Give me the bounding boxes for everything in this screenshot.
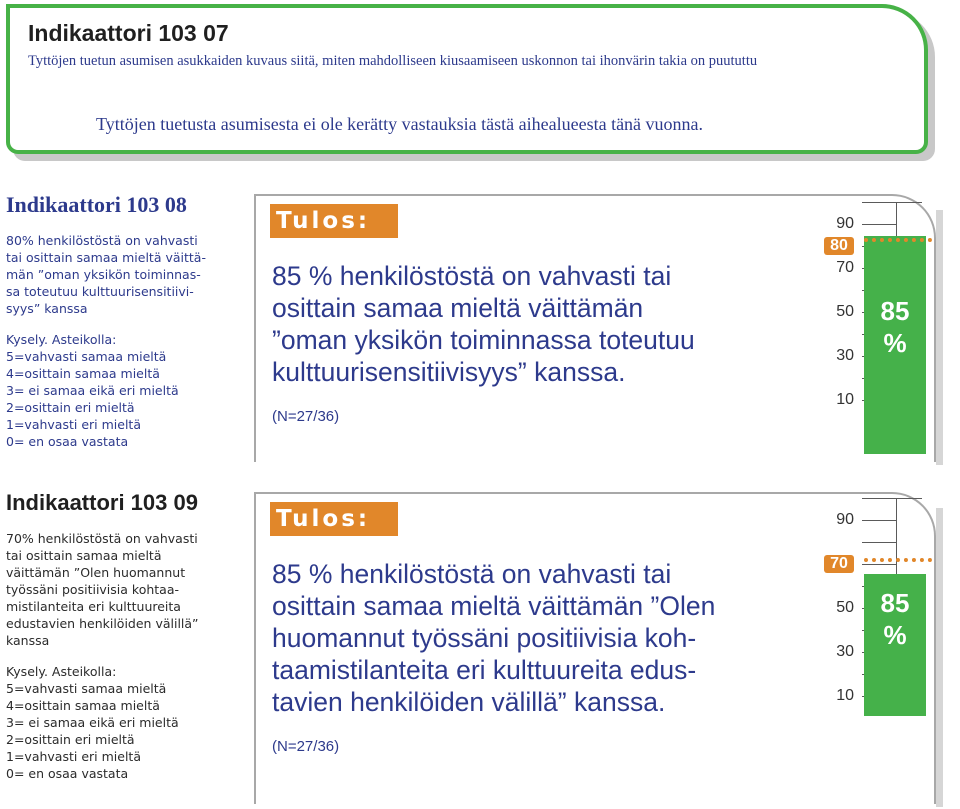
survey-line: 2=osittain eri mieltä — [6, 400, 135, 415]
survey-line: 0= en osaa vastata — [6, 766, 129, 781]
result-line: osittain samaa mieltä väittämän — [272, 293, 644, 323]
desc-line: väittämän ”Olen huomannut — [6, 565, 186, 580]
scale-label-50: 50 — [836, 303, 854, 320]
desc-line: syys” kanssa — [6, 301, 88, 316]
survey-line: 2=osittain eri mieltä — [6, 732, 135, 747]
result-line: taamistilanteita eri kulttuureita edus- — [272, 655, 697, 685]
desc-line: män ”oman yksikön toiminnas- — [6, 267, 201, 282]
desc-line: työssäni positiivisia kohtaa- — [6, 582, 179, 597]
indicator-103-07-box — [6, 4, 928, 154]
survey-line: 3= ei samaa eikä eri mieltä — [6, 383, 179, 398]
survey-line: 1=vahvasti eri mieltä — [6, 749, 141, 764]
desc-line: kanssa — [6, 633, 50, 648]
survey-line: 0= en osaa vastata — [6, 434, 129, 449]
survey-line: 5=vahvasti samaa mieltä — [6, 681, 167, 696]
desc-line: tai osittain samaa mieltä — [6, 548, 162, 563]
indicator-103-09-description — [6, 530, 238, 782]
result-line: ”oman yksikön toiminnassa toteutuu — [272, 325, 695, 355]
target-marker — [864, 558, 932, 562]
result-unit: % — [883, 328, 907, 358]
result-value: 85 — [880, 588, 910, 618]
result-label: Tulos: — [270, 502, 398, 536]
result-value: 85 — [880, 296, 910, 326]
indicator-103-08-scale — [820, 196, 938, 458]
indicator-103-07-body: Tyttöjen tuetusta asumisesta ei ole kerätty vastauksia tästä aihealueesta tänä vuonna. — [96, 114, 704, 134]
scale-label-90: 90 — [836, 511, 854, 528]
sample-size-note: (N=27/36) — [272, 408, 340, 425]
desc-line: 80% henkilöstöstä on vahvasti — [6, 233, 198, 248]
scale-label-10: 10 — [836, 391, 854, 408]
desc-line: 70% henkilöstöstä on vahvasti — [6, 531, 198, 546]
indicator-103-07-title: Indikaattori 103 07 — [28, 20, 229, 46]
survey-line: Kysely. Asteikolla: — [6, 664, 117, 679]
indicator-103-07-subtitle: Tyttöjen tuetun asumisen asukkaiden kuvaus siitä, miten mahdolliseen kiusaamiseen uskonnon tai ihonvärin takia on puututtu — [28, 53, 758, 69]
survey-line: 4=osittain samaa mieltä — [6, 698, 160, 713]
desc-line: mistilanteita eri kulttuureita — [6, 599, 181, 614]
scale-label-30: 30 — [836, 347, 854, 364]
result-line: huomannut työssäni positiivisia koh- — [272, 623, 697, 653]
survey-line: 5=vahvasti samaa mieltä — [6, 349, 167, 364]
indicator-103-08-description — [6, 232, 238, 450]
target-label: 80 — [824, 237, 854, 255]
target-label: 70 — [824, 555, 854, 573]
result-text — [272, 558, 715, 718]
indicator-103-09-scale — [820, 494, 938, 720]
result-text — [272, 260, 695, 388]
scale-label-90: 90 — [836, 215, 854, 232]
desc-line: tai osittain samaa mieltä väittä- — [6, 250, 206, 265]
result-label: Tulos: — [270, 204, 398, 238]
result-line: 85 % henkilöstöstä on vahvasti tai — [272, 559, 672, 589]
scale-label-10: 10 — [836, 687, 854, 704]
indicator-103-08-title: Indikaattori 103 08 — [6, 192, 187, 217]
result-line: osittain samaa mieltä väittämän ”Olen — [272, 591, 716, 621]
result-line: kulttuurisensitiivisyys” kanssa. — [272, 357, 626, 387]
scale-label-70: 70 — [836, 259, 854, 276]
survey-line: Kysely. Asteikolla: — [6, 332, 117, 347]
desc-line: sa toteutuu kulttuurisensitiivi- — [6, 284, 194, 299]
indicator-103-09-title: Indikaattori 103 09 — [6, 490, 198, 515]
result-line: 85 % henkilöstöstä on vahvasti tai — [272, 261, 672, 291]
survey-line: 1=vahvasti eri mieltä — [6, 417, 141, 432]
target-marker — [864, 238, 932, 242]
result-unit: % — [883, 620, 907, 650]
survey-line: 3= ei samaa eikä eri mieltä — [6, 715, 179, 730]
scale-label-30: 30 — [836, 643, 854, 660]
survey-line: 4=osittain samaa mieltä — [6, 366, 160, 381]
scale-label-50: 50 — [836, 599, 854, 616]
result-line: tavien henkilöiden välillä” kanssa. — [272, 687, 666, 717]
desc-line: edustavien henkilöiden välillä” — [6, 616, 199, 631]
sample-size-note: (N=27/36) — [272, 738, 340, 755]
